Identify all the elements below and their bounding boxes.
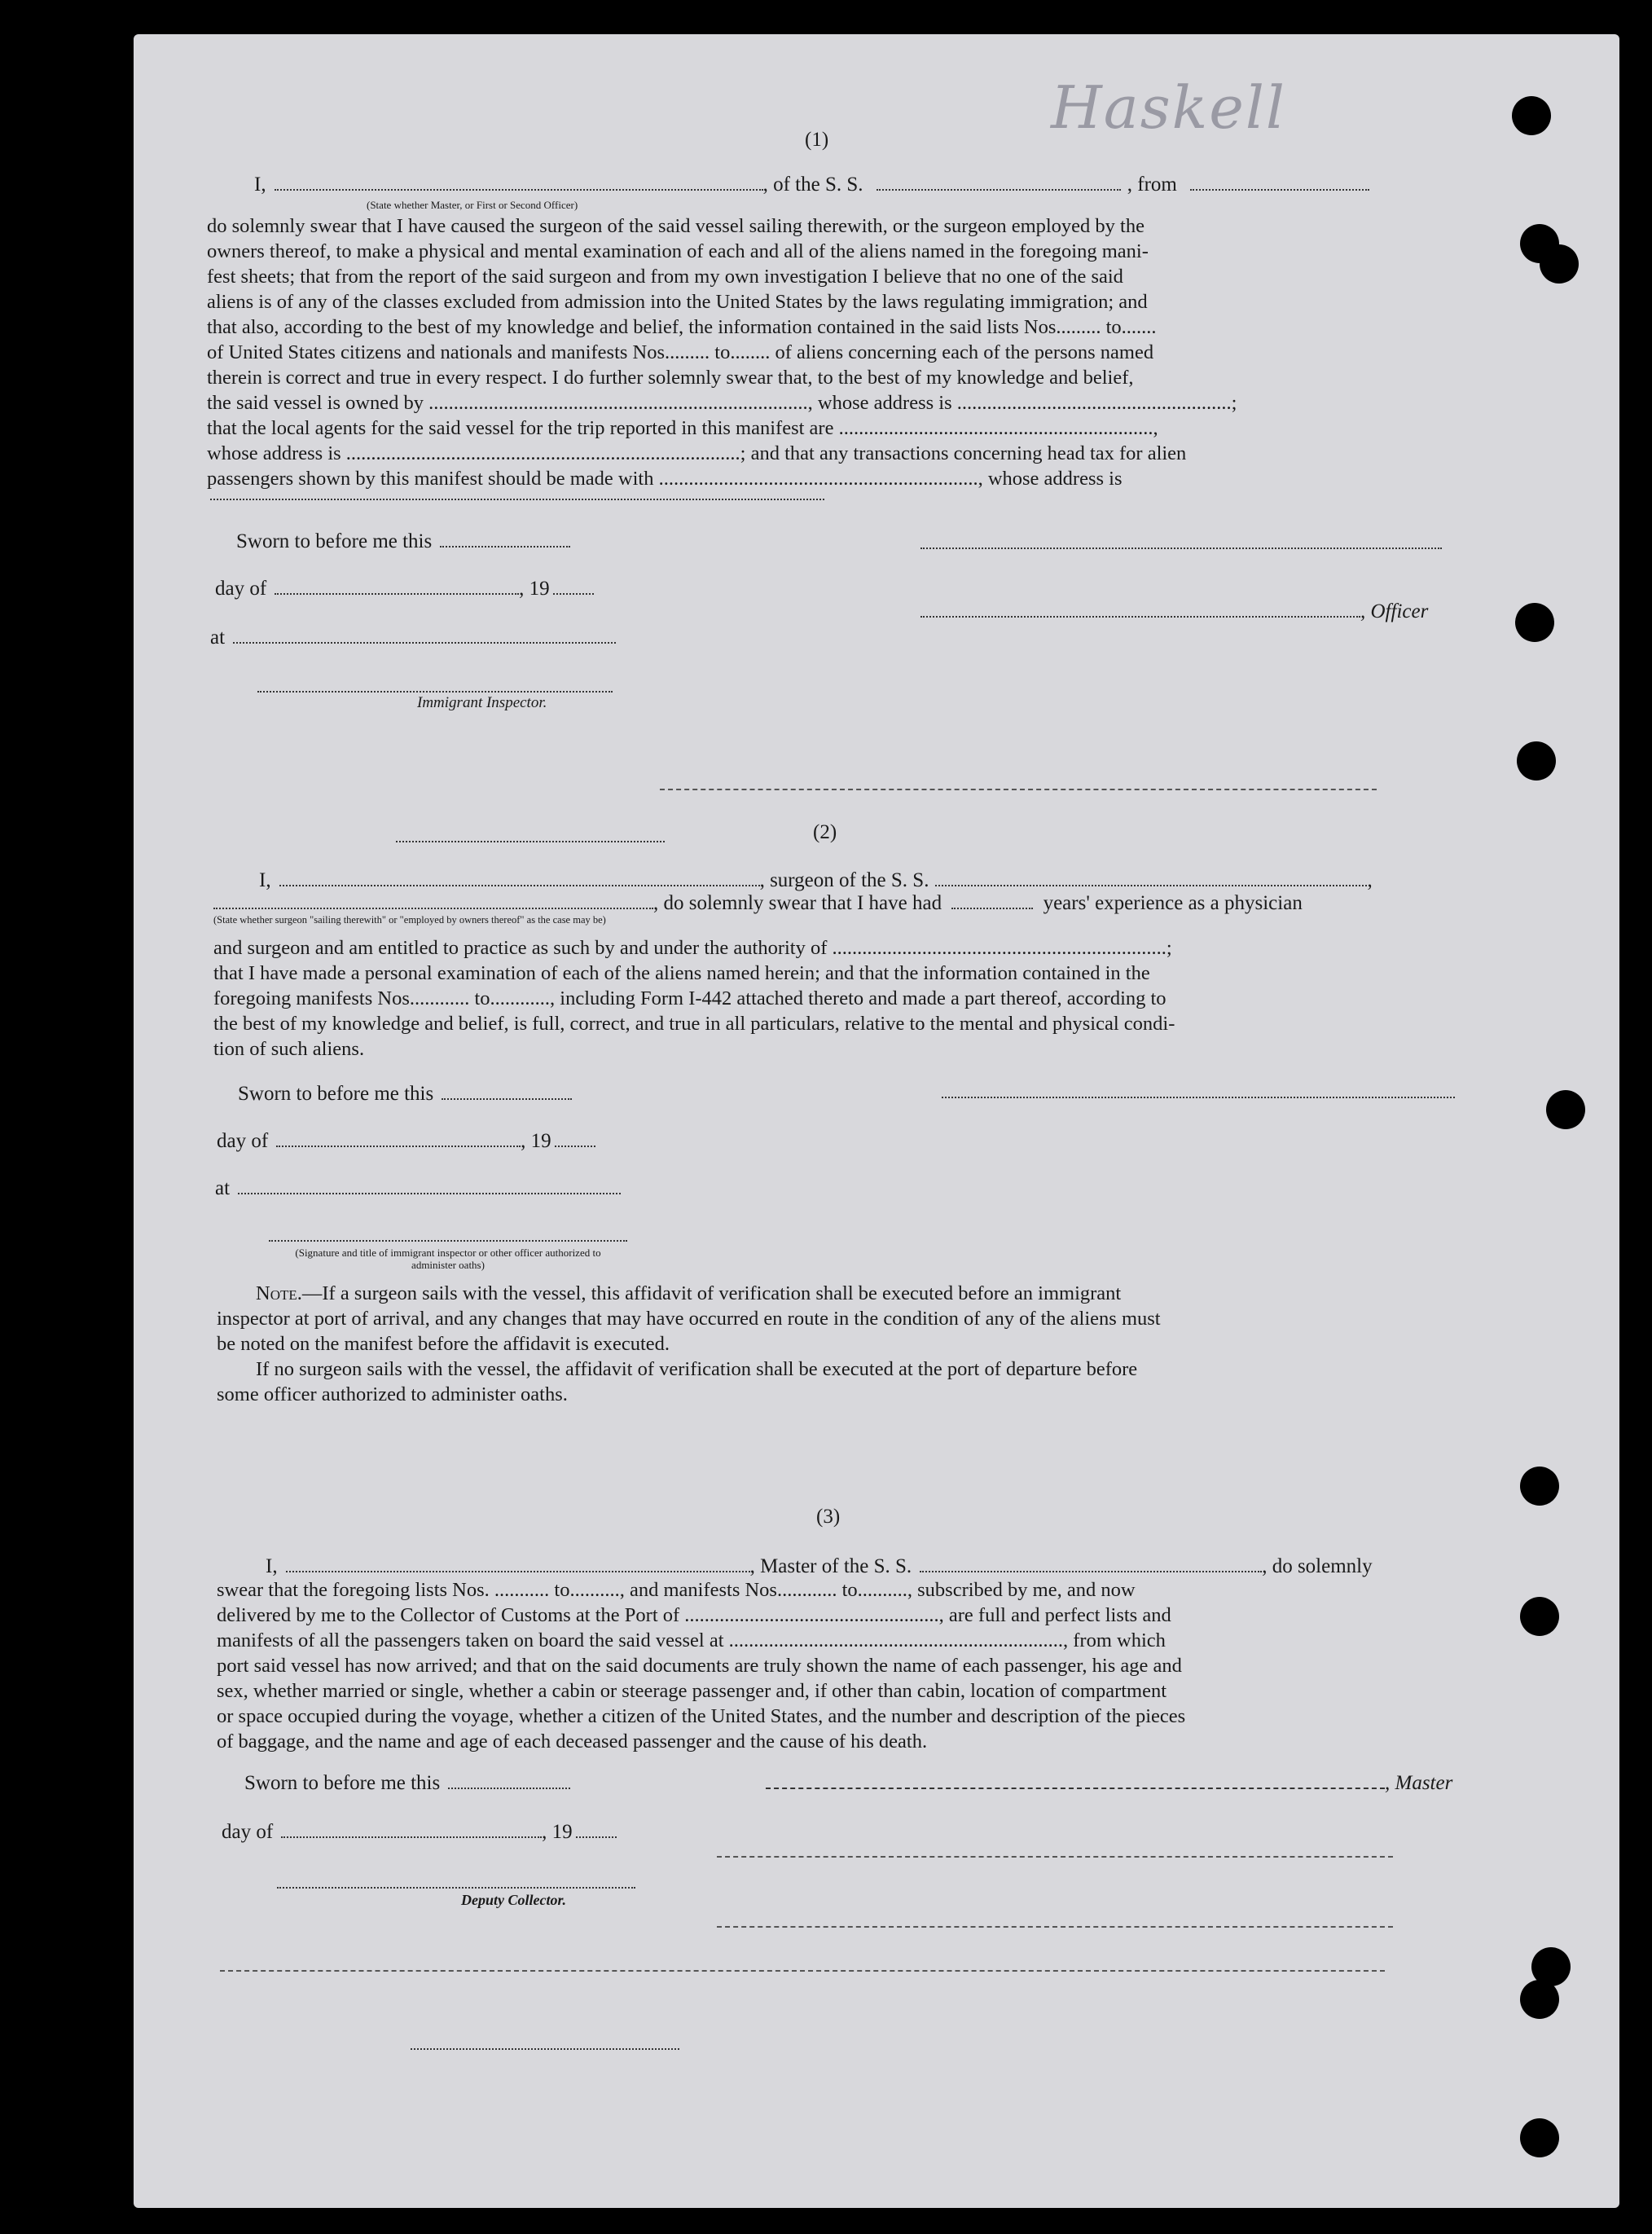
text-line: tion of such aliens. — [213, 1038, 365, 1060]
text-line: inspector at port of arrival, and any changes that may have occurred en route in the condition of any of the aliens must — [217, 1308, 1161, 1330]
punch-hole — [1520, 1980, 1559, 2019]
punch-hole — [1515, 603, 1554, 642]
text-line: do solemnly swear that I have caused the surgeon of the said vessel sailing therewith, or the surgeon employed by the — [207, 215, 1145, 237]
text-line: be noted on the manifest before the affidavit is executed. — [217, 1333, 670, 1355]
do-swear-label: , do solemnly swear that I have had — [653, 892, 942, 914]
master-line — [266, 1555, 1373, 1578]
text-line: whose address is ...............................................................................; and that any transactions concerning head tax for alien — [207, 442, 1187, 464]
text-line: that the local agents for the said vessel for the trip reported in this manifest are ..............................................................., — [207, 417, 1158, 439]
text-line: delivered by me to the Collector of Customs at the Port of ..................................................., are full and perfect lists and — [217, 1604, 1171, 1626]
text-line: of United States citizens and nationals and manifests Nos......... to........ of aliens concerning each of the persons named — [207, 341, 1154, 363]
swear-line — [213, 891, 1303, 915]
section-number: (1) — [805, 129, 829, 151]
at-label: at — [210, 627, 226, 649]
text-line: or space occupied during the voyage, whether a citizen of the United States, and the number and description of the pieces — [217, 1705, 1186, 1727]
year-label: , 19 — [521, 1130, 551, 1152]
text-line: and surgeon and am entitled to practice as such by and under the authority of ...................................................................; — [213, 937, 1172, 959]
day-line — [215, 577, 594, 600]
day-line — [217, 1129, 595, 1153]
text-line: port said vessel has now arrived; and that on the said documents are truly shown the name of each passenger, his age and — [217, 1655, 1182, 1677]
do-solemnly-label: , do solemnly — [1262, 1555, 1373, 1577]
surgeon-paragraph — [213, 935, 1455, 1062]
surgeon-line: I, , surgeon of the S. S. , — [259, 869, 1373, 891]
note-label: Note. — [256, 1282, 302, 1304]
sworn-line — [236, 530, 570, 553]
text-line: If no surgeon sails with the vessel, the affidavit of verification shall be executed at the port of departure before — [256, 1358, 1138, 1380]
section-number: (3) — [816, 1506, 841, 1528]
punch-hole — [1520, 1597, 1559, 1636]
text-line: of baggage, and the name and age of each deceased passenger and the cause of his death. — [217, 1730, 928, 1752]
text-line: the best of my knowledge and belief, is full, correct, and true in all particulars, relative to the mental and physical condi- — [213, 1013, 1175, 1035]
oath-paragraph — [207, 213, 1453, 491]
text-line: therein is correct and true in every respect. I do further solemnly swear that, to the best of my knowledge and belief, — [207, 367, 1134, 389]
signature-caption: (Signature and title of immigrant inspector or other officer authorized to administer oaths) — [295, 1247, 601, 1271]
day-of-label: day of — [217, 1130, 269, 1152]
at-line — [215, 1176, 621, 1200]
punch-hole — [1512, 96, 1551, 135]
field-caption: (State whether surgeon "sailing therewith" or "employed by owners thereof" as the case may be) — [213, 914, 606, 926]
of-ss-label: , of the S. S. — [762, 174, 863, 196]
master-paragraph — [217, 1577, 1456, 1754]
text-line: foregoing manifests Nos............ to............, including Form I-442 attached thereto and made a part thereof, according to — [213, 987, 1167, 1009]
from-label: , from — [1127, 174, 1177, 196]
oath-line — [254, 173, 1369, 196]
text-line: some officer authorized to administer oaths. — [217, 1383, 568, 1405]
master-sign-line — [766, 1771, 1452, 1795]
text-line: manifests of all the passengers taken on board the said vessel at ..................................................................., from which — [217, 1629, 1166, 1651]
punch-hole — [1520, 1467, 1559, 1506]
deputy-caption: Deputy Collector. — [461, 1892, 566, 1908]
officer-label: , Officer — [1360, 600, 1429, 622]
punch-hole — [1520, 2118, 1559, 2157]
text-line: that also, according to the best of my knowledge and belief, the information contained in the said lists Nos......... to....... — [207, 316, 1157, 338]
inspector-caption: Immigrant Inspector. — [417, 694, 547, 711]
text-line: that I have made a personal examination of each of the aliens named herein; and that the information contained in the — [213, 962, 1150, 984]
day-of-label: day of — [215, 578, 267, 600]
sworn-line — [238, 1082, 572, 1106]
text-line: swear that the foregoing lists Nos. ........... to.........., and manifests Nos............ to.........., subscribed by me, and now — [217, 1579, 1136, 1601]
year-label: , 19 — [542, 1821, 573, 1843]
sworn-label: Sworn to before me this — [244, 1772, 441, 1794]
note-text: —If a surgeon sails with the vessel, this affidavit of verification shall be executed before an immigrant — [301, 1282, 1122, 1304]
at-line — [210, 626, 616, 649]
years-label: years' experience as a physician — [1043, 892, 1303, 914]
i-label: I, — [254, 174, 266, 196]
day-line — [222, 1820, 617, 1844]
sworn-line — [244, 1771, 570, 1795]
text-line: fest sheets; that from the report of the said surgeon and from my own investigation I believe that no one of the said — [207, 266, 1123, 288]
sworn-label: Sworn to before me this — [236, 530, 433, 552]
note-paragraph — [217, 1281, 1455, 1407]
text-line: passengers shown by this manifest should be made with ................................................................, whose address is — [207, 468, 1123, 490]
master-of-label: , Master of the S. S. — [749, 1555, 912, 1577]
handwritten-signature: Haskell — [1051, 73, 1286, 142]
section-number: (2) — [813, 821, 837, 843]
text-line: aliens is of any of the classes excluded from admission into the United States by the laws regulating immigration; and — [207, 291, 1148, 313]
text-line: sex, whether married or single, whether a cabin or steerage passenger and, if other than cabin, location of compartment — [217, 1680, 1167, 1702]
field-caption: (State whether Master, or First or Second Officer) — [367, 199, 578, 211]
i-label: I, — [259, 869, 271, 891]
year-label: , 19 — [519, 578, 550, 600]
sworn-label: Sworn to before me this — [238, 1083, 434, 1105]
punch-hole — [1540, 244, 1579, 284]
text-line — [217, 1281, 1455, 1306]
officer-line — [920, 600, 1428, 623]
i-label: I, — [266, 1555, 278, 1577]
surgeon-of-label: , surgeon of the S. S. — [759, 869, 929, 891]
punch-hole — [1546, 1090, 1585, 1129]
text-line: the said vessel is owned by ............................................................................, whose address is .......................................................; — [207, 392, 1237, 414]
master-label: , Master — [1385, 1772, 1453, 1794]
text-line: owners thereof, to make a physical and mental examination of each and all of the aliens named in the foregoing mani- — [207, 240, 1149, 262]
at-label: at — [215, 1177, 231, 1199]
punch-hole — [1517, 741, 1556, 781]
day-of-label: day of — [222, 1821, 274, 1843]
